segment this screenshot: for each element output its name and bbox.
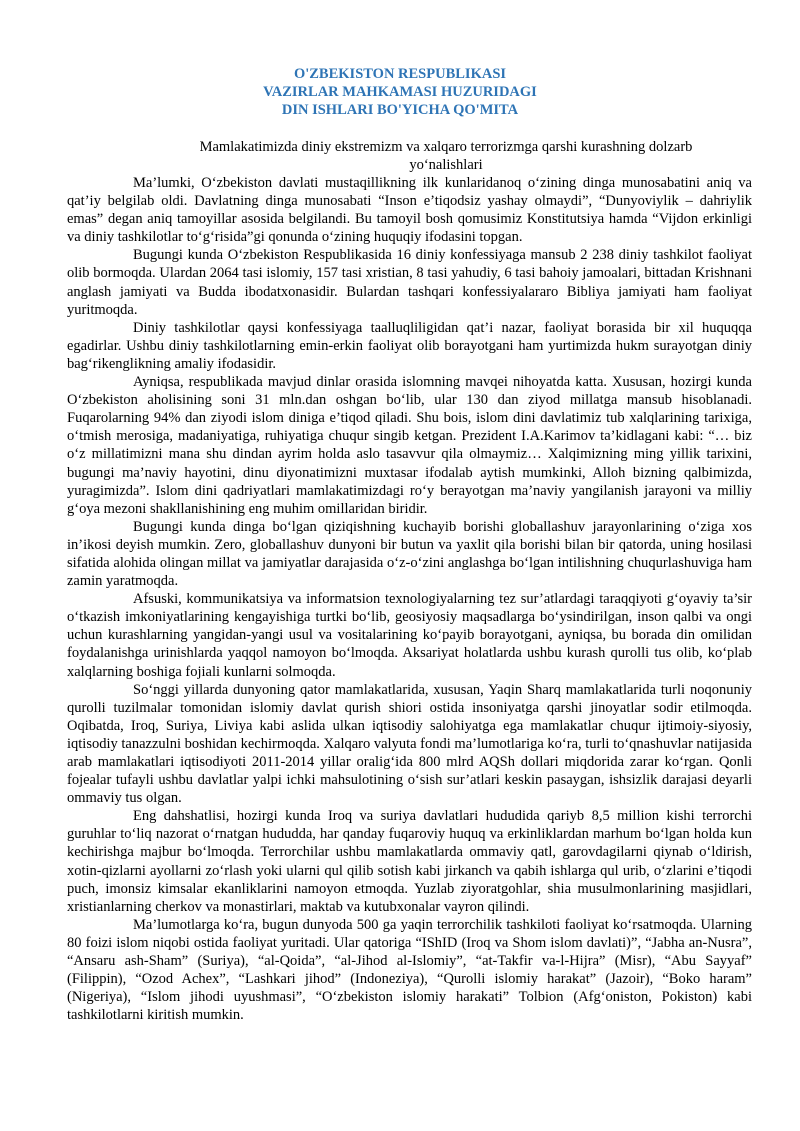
header-line-1: O'ZBEKISTON RESPUBLIKASI [293, 66, 507, 82]
paragraph: Ayniqsa, respublikada mavjud dinlar orasida islomning mavqei nihoyatda katta. Xususan, hozirgi kunda O‘zbekiston aholisining soni 31 mln.dan oshgan bo‘lib, ular 130 dan ziyod millatga mansub hisoblanadi. Fuqarolarning 94% dan ziyodi islom diniga e’tiqod qiladi. Shu bois, islom dini davlatimiz tub xalqlarining tarixiga, o‘tmish merosiga, madaniyatiga, ruhiyatiga chuqur singib ketgan. Prezident I.A.Karimov ta’kidlagani kabi: “… biz o‘z millatimizni mana shu dindan ayrim holda aslo tasavvur qila olmaymiz… Xalqimizning ming yillik tarixini, bugungi ma’naviy hayotini, dinu diyonatimizni muxtasar ifodalab aytish mumkinki, Alloh bizning qalbimizda, yuragimizda”. Islom dini qadriyatlari mamlakatimizdagi ro‘y berayotgan ma’naviy yangilanish jarayoni va milliy g‘oya mezoni shakllanishining eng muhim omillaridan biridir. [67, 374, 752, 517]
paragraph: Diniy tashkilotlar qaysi konfessiyaga taalluqliligidan qat’i nazar, faoliyat borasida bir xil huquqqa egadirlar. Ushbu diniy tashkilotlarning emin-erkin faoliyat olib borayotgani ham yurtimizda hukm surayotgan diniy bag‘rikenglikning amaliy ifodasidir. [67, 319, 752, 372]
paragraph: Bugungi kunda O‘zbekiston Respublikasida 16 diniy konfessiyaga mansub 2 238 diniy tashkilot faoliyat olib bormoqda. Ulardan 2064 tasi islomiy, 157 tasi xristian, 8 tasi yahudiy, 6 tasi bahoiy jamoalari, bittadan Krishnani anglash jamiyati va Budda ibodatxonasidir. Bulardan tashqari konfessiyalararo Bibliya jamiyati ham faoliyat yuritmoqda. [67, 247, 752, 318]
paragraph: Afsuski, kommunikatsiya va informatsion texnologiyalarning tez sur’atlardagi taraqqiyoti g‘oyaviy ta’sir o‘tkazish imkoniyatlarining kengayishiga turtki bo‘lib, geosiyosiy maqsadlarga bo‘ysindirilgan, inson qalbi va ongi uchun kurashlarning yangidan-yangi usul va vositalarining ko‘payib borayotgani, ayniqsa, bu borada din omilidan foydalanishga urinishlarda yaqqol namoyon bo‘lmoqda. Aksariyat holatlarda ushbu kurash qurolli tus olib, ko‘plab xalqlarning boshiga fojiali kunlarni solmoqda. [67, 591, 752, 680]
header-line-3: DIN ISHLARI BO'YICHA QO'MITA [281, 102, 519, 118]
paragraph: Ma’lumotlarga ko‘ra, bugun dunyoda 500 ga yaqin terrorchilik tashkiloti faoliyat ko‘rsatmoqda. Ularning 80 foizi islom niqobi ostida faoliyat yuritadi. Ular qatoriga “IShID (Iroq va Shom islom davlati)”, “Jabha an-Nusra”, “Ansaru ash-Sham” (Suriya), “al-Qoida”, “al-Jihod al-Islomiy”, “at-Takfir va-l-Hijra” (Misr), “Abu Sayyaf” (Filippin), “Ozod Achex”, “Lashkari jihod” (Indoneziya), “Qurolli islomiy harakat” (Jazoir), “Boko haram” (Nigeriya), “Islom jihodi uyushmasi”, “O‘zbekiston islomiy harakati” Tolbion (Afg‘oniston, Pokiston) kabi tashkilotlarni kiritish mumkin. [67, 916, 752, 1024]
header-line-2: VAZIRLAR MAHKAMASI HUZURIDAGI [263, 84, 537, 100]
committee-header [0, 65, 800, 119]
paragraph: Ma’lumki, O‘zbekiston davlati mustaqillikning ilk kunlaridanoq o‘zining dinga munosabatini aniq va qat’iy belgilab oldi. Davlatning dinga munosabati “Inson e’tiqodsiz yashay olmaydi”, “Dunyoviylik – dahriylik emas” degan aniq tamoyillar asosida belgilandi. Bu tamoyil bosh qomusimiz Konstitutsiya hamda “Vijdon erkinligi va diniy tashkilotlar to‘g‘risida”gi qonunda o‘zining huquqiy ifodasini topgan. [67, 175, 752, 246]
document-body [67, 174, 752, 1024]
document-title: Mamlakatimizda diniy ekstremizm va xalqaro terrorizmga qarshi kurashning dolzarb yo‘nalishlari [199, 139, 693, 173]
paragraph: So‘nggi yillarda dunyoning qator mamlakatlarida, xususan, Yaqin Sharq mamlakatlarida turli noqonuniy qurolli tuzilmalar tomonidan islomiy davlat qurish shiori ostida insoniyatga qarshi jinoyatlar sodir etilmoqda. Oqibatda, Iroq, Suriya, Liviya kabi aslida ulkan iqtisodiy salohiyatga ega mamlakatlar chuqur ijtimoiy-siyosiy, iqtisodiy tanazzulni boshidan kechirmoqda. Xalqaro valyuta fondi ma’lumotlariga ko‘ra, turli to‘qnashuvlar natijasida arab mamlakatlari iqtisodiyoti 2011-2014 yillar oralig‘ida 800 mlrd AQSh dollari miqdorida zarar ko‘rgan. Qonli fojealar tufayli ushbu davlatlar yalpi ichki mahsulotining o‘sish sur’atlari keskin pasaygan, ishsizlik darajasi deyarli ommaviy tus olgan. [67, 681, 752, 807]
paragraph: Eng dahshatlisi, hozirgi kunda Iroq va suriya davlatlari hududida qariyb 8,5 million kishi terrorchi guruhlar to‘liq nazorat o‘rnatgan hududda, har qanday fuqaroviy huquq va erkinliklardan marhum bo‘lgan holda kun kechirishga majbur bo‘lmoqda. Terrorchilar ushbu mamlakatlarda ommaviy qatl, garovdagilarni qiynab o‘ldirish, xotin-qizlarni ayollarni zo‘rlash yoki ularni qul qilib sotish kabi jirkanch va qabih ishlarga qul urib, o‘zlarini e’tiqodi puch, imonsiz kimsalar ekanliklarini namoyon etmoqda. Yuzlab ziyoratgohlar, shia musulmonlarining masjidlari, xristianlarning cherkov va monastirlari, maktab va kutubxonalar vayron qilindi. [67, 808, 752, 915]
paragraph: Bugungi kunda dinga bo‘lgan qiziqishning kuchayib borishi globallashuv jarayonlarining o‘ziga xos in’ikosi deyish mumkin. Zero, globallashuv dunyoni bir butun va yaxlit qila borishi bilan bir qatorda, uning hosilasi sifatida alohida olingan millat va jamiyatlar darajasida o‘z-o‘zini anglashga bo‘lgan intilishning chuqurlashuviga ham zamin yaratmoqda. [67, 518, 752, 590]
